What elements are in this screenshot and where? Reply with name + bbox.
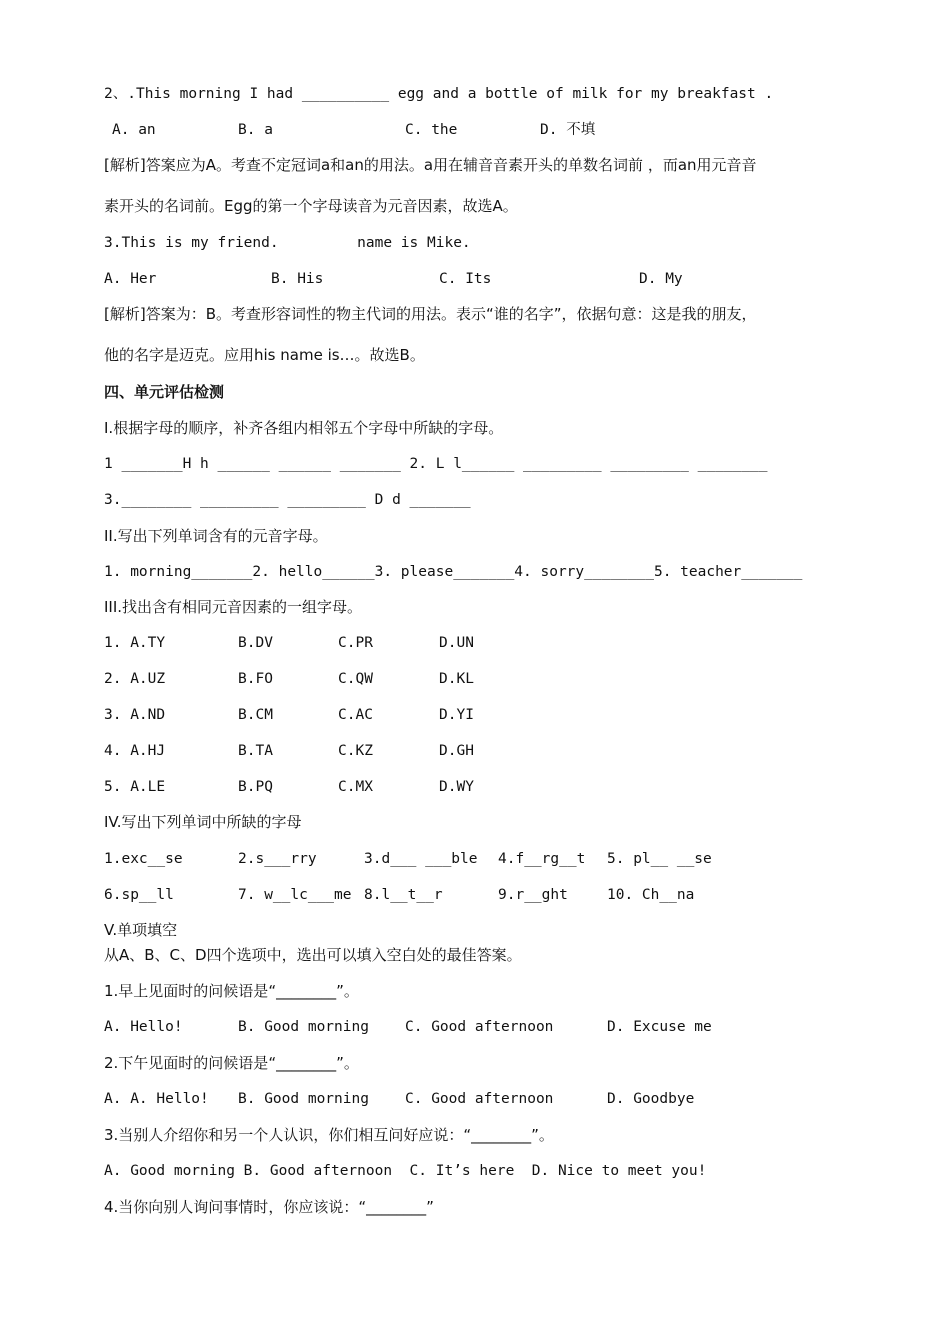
q3-stem: 3.This is my friend. name is Mike. <box>104 235 471 251</box>
q2-stem: 2、.This morning I had __________ egg and a bottle of milk for my breakfast . <box>104 86 774 102</box>
q3-option-b: B. His <box>271 271 324 287</box>
part5-q2-option-c: C. Good afternoon <box>405 1091 554 1107</box>
part3-row-1-d: D.UN <box>439 635 474 651</box>
part5-q2-stem: 2.下午见面时的问候语是“________”。 <box>104 1054 359 1072</box>
q2-option-a: A. an <box>112 122 156 138</box>
part5-q2-option-a: A. A. Hello! <box>104 1091 209 1107</box>
part3-row-3-c: C.AC <box>338 707 373 723</box>
part3-row-4-d: D.GH <box>439 743 474 759</box>
q2-options <box>112 120 712 240</box>
part3-row-5-c: C.MX <box>338 779 373 795</box>
part3-row-5-d: D.WY <box>439 779 474 795</box>
q3-option-c: C. Its <box>439 271 492 287</box>
q2-explanation-2: 素开头的名词前。Egg的第一个字母读音为元音因素，故选A。 <box>104 197 518 215</box>
part5-q4-stem: 4.当你向别人询问事情时，你应该说：“________” <box>104 1198 434 1216</box>
part3-row-2-a: 2. A.UZ <box>104 671 166 687</box>
q3-explanation-1: [解析]答案为：B。考查形容词性的物主代词的用法。表示“谁的名字”，依据句意：这是我的朋友， <box>104 305 757 323</box>
part4-word-7: 7. w__lc___me <box>238 887 352 903</box>
part5-title: V.单项填空 <box>104 921 178 939</box>
part3-row-2-d: D.KL <box>439 671 474 687</box>
part1-line-1: 1 _______H h ______ ______ _______ 2. L l______ _________ _________ ________ <box>104 456 768 472</box>
part4-word-6: 6.sp__ll <box>104 887 174 903</box>
part3-row-4-b: B.TA <box>238 743 273 759</box>
part3-row-1-b: B.DV <box>238 635 273 651</box>
q3-explanation-2: 他的名字是迈克。应用his name is…。故选B。 <box>104 346 425 364</box>
part3-row-4-a: 4. A.HJ <box>104 743 166 759</box>
q2-option-d: D. 不填 <box>540 122 596 138</box>
part5-q2-option-b: B. Good morning <box>238 1091 369 1107</box>
part3-row-2-c: C.QW <box>338 671 373 687</box>
q2-explanation-1: [解析]答案应为A。考查不定冠词a和an的用法。a用在辅音音素开头的单数名词前 ，而an用元音音 <box>104 156 757 174</box>
section-title: 四、单元评估检测 <box>104 383 225 401</box>
part4-word-10: 10. Ch__na <box>607 887 695 903</box>
part5-q1-option-d: D. Excuse me <box>607 1019 712 1035</box>
part4-title: IV.写出下列单词中所缺的字母 <box>104 813 302 831</box>
part4-word-1: 1.exc__se <box>104 851 183 867</box>
part5-q1-stem: 1.早上见面时的问候语是“________”。 <box>104 982 359 1000</box>
part3-row-1-c: C.PR <box>338 635 373 651</box>
part2-line: 1. morning_______2. hello______3. please_______4. sorry________5. teacher_______ <box>104 564 803 580</box>
part2-title: II.写出下列单词含有的元音字母。 <box>104 527 328 545</box>
part3-row-5-b: B.PQ <box>238 779 273 795</box>
part5-q2-options <box>104 1089 804 1209</box>
part5-q2-option-d: D. Goodbye <box>607 1091 695 1107</box>
part3-row-3-b: B.CM <box>238 707 273 723</box>
part3-row-2-b: B.FO <box>238 671 273 687</box>
part3-row-3-d: D.YI <box>439 707 474 723</box>
part3-row-4-c: C.KZ <box>338 743 373 759</box>
part4-word-8: 8.l__t__r <box>364 887 443 903</box>
part3-row-5-a: 5. A.LE <box>104 779 166 795</box>
part5-q1-option-b: B. Good morning <box>238 1019 369 1035</box>
part5-q3-options: A. Good morning B. Good afternoon C. It’s here D. Nice to meet you! <box>104 1163 707 1179</box>
q3-options <box>104 269 754 389</box>
part4-word-3: 3.d___ ___ble <box>364 851 478 867</box>
q2-option-c: C. the <box>405 122 458 138</box>
part3-title: III.找出含有相同元音因素的一组字母。 <box>104 598 363 616</box>
part3-row-3-a: 3. A.ND <box>104 707 166 723</box>
part4-word-9: 9.r__ght <box>498 887 568 903</box>
part4-word-2: 2.s___rry <box>238 851 317 867</box>
part1-title: I.根据字母的顺序，补齐各组内相邻五个字母中所缺的字母。 <box>104 419 504 437</box>
part1-line-2: 3.________ _________ _________ D d _______ <box>104 492 471 508</box>
part5-q1-option-a: A. Hello! <box>104 1019 183 1035</box>
part5-instruction: 从A、B、C、D四个选项中，选出可以填入空白处的最佳答案。 <box>104 946 522 964</box>
q3-option-a: A. Her <box>104 271 157 287</box>
part4-word-4: 4.f__rg__t <box>498 851 586 867</box>
q3-option-d: D. My <box>639 271 683 287</box>
q2-option-b: B. a <box>238 122 273 138</box>
part3-row-1-a: 1. A.TY <box>104 635 166 651</box>
part5-q1-option-c: C. Good afternoon <box>405 1019 554 1035</box>
part5-q3-stem: 3.当别人介绍你和另一个人认识，你们相互问好应说：“________”。 <box>104 1126 554 1144</box>
part4-word-5: 5. pl__ __se <box>607 851 712 867</box>
